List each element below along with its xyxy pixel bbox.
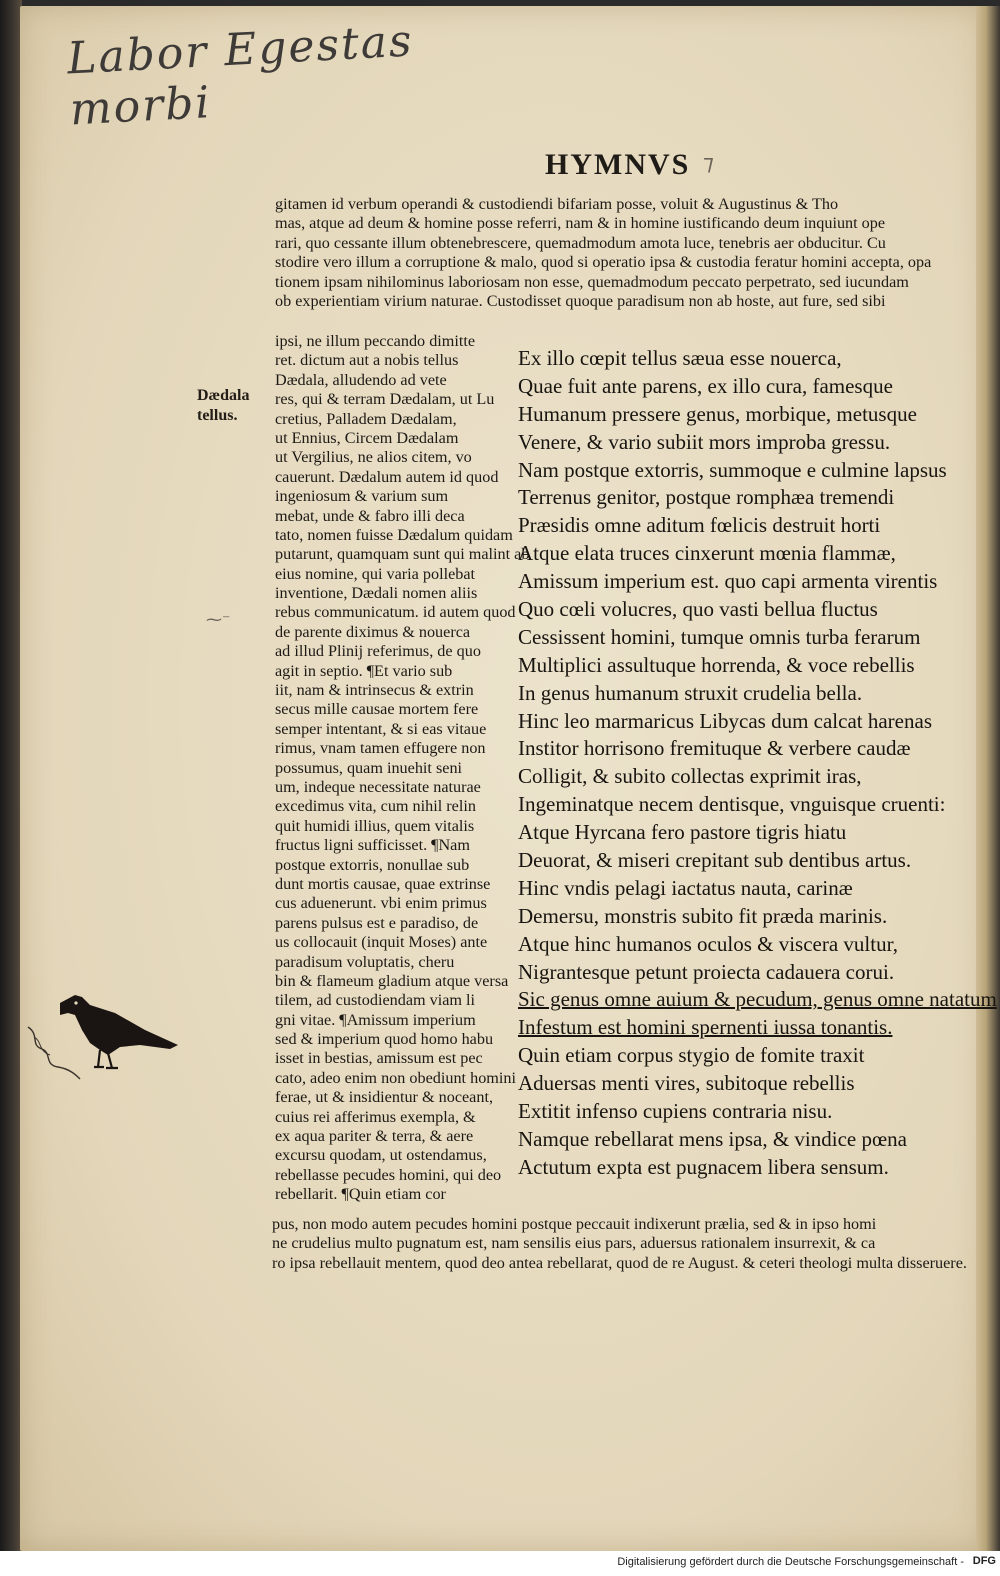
commentary-line: cauerunt. Dædalum autem id quod xyxy=(275,467,499,486)
commentary-line: rebellarit. ¶Quin etiam cor xyxy=(275,1185,446,1204)
commentary-line: eius nomine, qui varia pollebat xyxy=(275,564,476,583)
commentary-line: stodire vero illum a corruptione & malo, quod si operatio ipsa & custodia feratur homini accepta, opa xyxy=(275,253,932,272)
commentary-line: quit humidi illius, quem vitalis xyxy=(275,816,475,835)
verse-line: Namque rebellarat mens ipsa, & vindice pœna xyxy=(518,1126,907,1151)
commentary-line: ret. dictum aut a nobis tellus xyxy=(275,351,459,370)
verse-line: Extitit infenso cupiens contraria nisu. xyxy=(518,1099,833,1124)
commentary-line: mebat, unde & fabro illi deca xyxy=(275,506,465,525)
commentary-line: Dædala, alludendo ad vete xyxy=(275,370,447,389)
commentary-line: cus aduenerunt. vbi enim primus xyxy=(275,894,487,913)
verse-line: Quin etiam corpus stygio de fomite traxit xyxy=(518,1043,865,1068)
commentary-line: rimus, vnam tamen effugere non xyxy=(275,739,486,758)
footer-credit: Digitalisierung gefördert durch die Deutsche Forschungsgemeinschaft - xyxy=(617,1556,964,1568)
running-head: HYMNVS xyxy=(545,148,691,181)
commentary-left-column xyxy=(275,332,529,1205)
commentary-line: mas, atque ad deum & homine posse referri, nam & in homine iustificando deum inquiunt ope xyxy=(275,214,886,233)
commentary-line: ex aqua pariter & terra, & aere xyxy=(275,1127,474,1146)
commentary-bottom xyxy=(272,1215,967,1273)
verse-line: Quae fuit ante parens, ex illo cura, famesque xyxy=(518,373,893,398)
commentary-line: tato, nomen fuisse Dædalum quidam xyxy=(275,525,513,544)
commentary-line: excursu quodam, ut ostendamus, xyxy=(275,1146,487,1165)
verse-line: Cessissent homini, tumque omnis turba ferarum xyxy=(518,624,921,649)
verse-column xyxy=(518,345,997,1182)
commentary-line: res, qui & terram Dædalam, ut Lu xyxy=(275,390,495,409)
raven-drawing xyxy=(20,975,180,1085)
commentary-line: secus mille causae mortem fere xyxy=(275,700,479,719)
verse-line: Deuorat, & miseri crepitant sub dentibus artus. xyxy=(518,848,912,873)
commentary-line: possumus, quam inuehit seni xyxy=(275,758,463,777)
commentary-line: rebellasse pecudes homini, qui deo xyxy=(275,1165,502,1184)
commentary-line: rari, quo cessante illum obtenebrescere, quemadmodum amota luce, tenebris aer obducitur. Cu xyxy=(275,233,886,252)
commentary-line: tilem, ad custodiendam viam li xyxy=(275,991,476,1010)
verse-line: In genus humanum struxit crudelia bella. xyxy=(518,680,863,705)
commentary-line: rebus communicatum. id autem quod xyxy=(275,603,516,622)
dfg-logo: DFG xyxy=(972,1555,996,1567)
margin-mark: ⁓⁻ xyxy=(206,612,231,629)
verse-line: Nigrantesque petunt proiecta cadauera corui. xyxy=(518,959,895,984)
commentary-line: putarunt, quamquam sunt qui malint ab xyxy=(275,545,530,564)
commentary-line: um, indeque necessitate naturae xyxy=(275,777,481,796)
commentary-line: isset in bestias, amissum est pec xyxy=(275,1049,483,1068)
commentary-line: ob experientiam virium naturae. Custodisset quoque paradisum non ab hoste, aut fure, sed sibi xyxy=(275,291,886,310)
commentary-line: bin & flameum gladium atque versa xyxy=(275,971,509,990)
verse-line: Hinc vndis pelagi iactatus nauta, carinæ xyxy=(518,875,853,900)
verse-line: Humanum pressere genus, morbique, metusque xyxy=(518,401,917,426)
commentary-line: semper intentant, & si eas vitaue xyxy=(275,719,487,738)
margin-note-line: Dædala xyxy=(197,387,250,404)
verse-line: Atque Hyrcana fero pastore tigris hiatu xyxy=(518,820,847,845)
commentary-line: dunt mortis causae, quae extrinse xyxy=(275,874,491,893)
commentary-line: inventione, Dædali nomen aliis xyxy=(275,584,478,603)
margin-note xyxy=(197,386,249,426)
commentary-line: cuius rei afferimus exempla, & xyxy=(275,1107,476,1126)
commentary-line: ingeniosum & varium sum xyxy=(275,487,449,506)
commentary-line: ro ipsa rebellauit mentem, quod deo antea rebellarat, quod de re August. & ceteri theologi multa disseruere. xyxy=(272,1253,967,1272)
commentary-line: postque extorris, nonullae sub xyxy=(275,855,470,874)
ink-mark: ⁊ xyxy=(703,150,714,175)
verse-line: Actutum expta est pugnacem libera sensum. xyxy=(518,1154,889,1179)
verse-line: Colligit, & subito collectas exprimit iras, xyxy=(518,764,862,789)
commentary-line: gni vitae. ¶Amissum imperium xyxy=(275,1010,476,1029)
commentary-line: tionem ipsam nihilominus laboriosam non esse, quemadmodum peccato perpetrato, sed iucundam xyxy=(275,272,909,291)
commentary-top xyxy=(275,195,931,311)
commentary-line: excedimus vita, cum nihil relin xyxy=(275,797,476,816)
commentary-line: de parente diximus & nouerca xyxy=(275,622,471,641)
verse-line: Nam postque extorris, summoque e culmine lapsus xyxy=(518,457,947,482)
commentary-line: ut Vergilius, ne alios citem, vo xyxy=(275,448,472,467)
verse-line: Ex illo cœpit tellus sæua esse nouerca, xyxy=(518,346,842,370)
commentary-line: pus, non modo autem pecudes homini postque peccauit indixerunt prælia, sed & in ipso homi xyxy=(272,1215,877,1233)
verse-line: Præsidis omne aditum fœlicis destruit horti xyxy=(518,513,881,538)
commentary-line: us collocauit (inquit Moses) ante xyxy=(275,933,488,952)
commentary-line: ne crudelius multo pugnatum est, nam sensilis eius pars, aduersus rationalem insurrexit, & ca xyxy=(272,1234,876,1253)
commentary-line: parens pulsus est e paradiso, de xyxy=(275,913,479,932)
verse-line: Ingeminatque necem dentisque, vnguisque cruenti: xyxy=(518,792,946,817)
verse-line: Infestum est homini spernenti iussa tonantis. xyxy=(518,1015,893,1040)
commentary-line: agit in septio. ¶Et vario sub xyxy=(275,661,453,680)
commentary-line: iit, nam & intrinsecus & extrin xyxy=(275,681,474,700)
verse-line: Demersu, monstris subito fit præda marinis. xyxy=(518,903,888,928)
commentary-line: paradisum voluptatis, cheru xyxy=(275,952,455,971)
verse-line: Hinc leo marmaricus Libycas dum calcat harenas xyxy=(518,708,932,733)
commentary-line: ut Ennius, Circem Dædalam xyxy=(275,428,459,447)
verse-line: Multiplici assultuque horrenda, & voce rebellis xyxy=(518,652,915,677)
commentary-line: ferae, ut & insidientur & noceant, xyxy=(275,1088,494,1107)
book-spine xyxy=(0,0,22,1576)
verse-line: Institor horrisono fremituque & verbere caudæ xyxy=(518,736,911,761)
verse-line: Quo cœli volucres, quo vasti bellua fluctus xyxy=(518,597,878,622)
commentary-line: ad illud Plinij referimus, de quo xyxy=(275,642,481,661)
handwritten-note: Labor Egestas morbi xyxy=(65,15,415,136)
commentary-line: cato, adeo enim non obediunt homini xyxy=(275,1068,516,1087)
verse-line: Terrenus genitor, postque romphæa tremendi xyxy=(518,485,895,510)
verse-line: Atque hinc humanos oculos & viscera vultur, xyxy=(518,931,898,956)
verse-line: Aduersas menti vires, subitoque rebellis xyxy=(518,1071,855,1096)
commentary-line: sed & imperium quod homo habu xyxy=(275,1030,494,1049)
verse-line: Venere, & vario subiit mors improba gressu. xyxy=(518,429,891,454)
commentary-line: gitamen id verbum operandi & custodiendi bifariam posse, voluit & Augustinus & Tho xyxy=(275,195,839,213)
margin-note-line: tellus. xyxy=(197,407,238,424)
verse-line: Amissum imperium est. quo capi armenta virentis xyxy=(518,569,938,594)
commentary-line: cretius, Palladem Dædalam, xyxy=(275,409,457,428)
verse-line: Atque elata truces cinxerunt mœnia flammæ, xyxy=(518,541,896,566)
commentary-line: fructus ligni sufficisset. ¶Nam xyxy=(275,836,470,855)
verse-line: Sic genus omne auium & pecudum, genus omne natatum xyxy=(518,987,997,1012)
commentary-line: ipsi, ne illum peccando dimitte xyxy=(275,332,476,350)
